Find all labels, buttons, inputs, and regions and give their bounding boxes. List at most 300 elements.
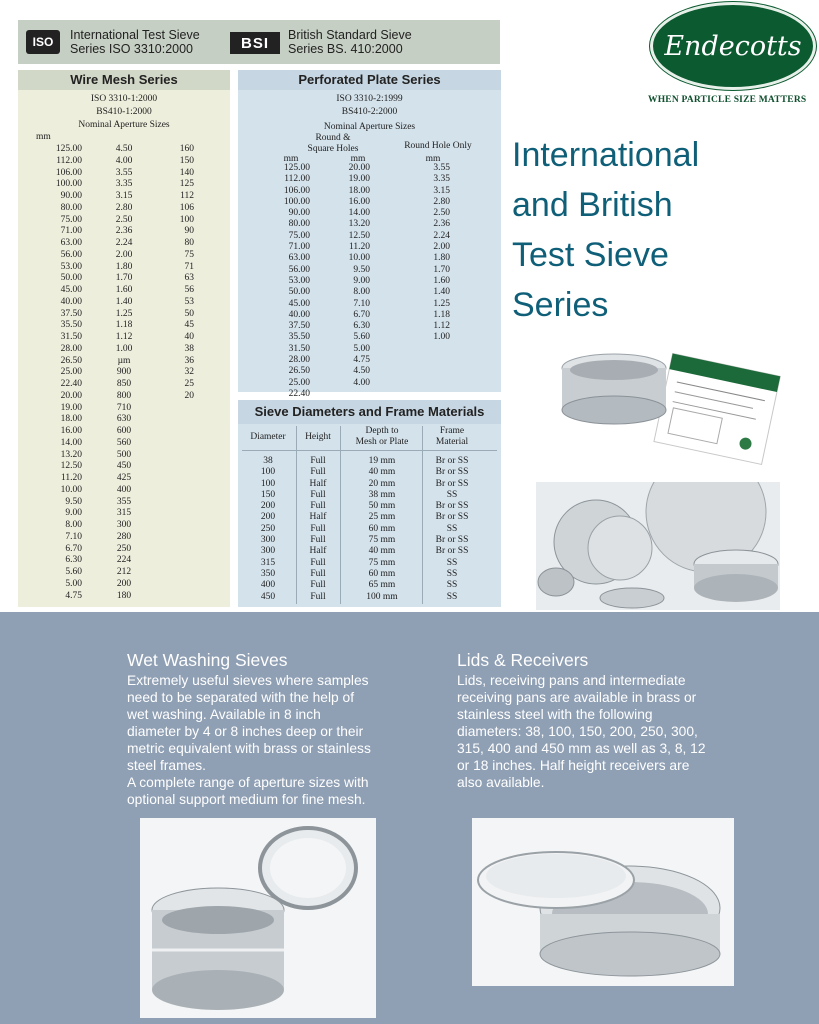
perforated-column-1: [266, 163, 310, 400]
wire-mesh-value: 200: [116, 578, 132, 589]
perforated-value: 3.35: [433, 174, 450, 185]
diameters-column-depth: [342, 456, 422, 603]
lids-line: receiving pans are available in brass or: [457, 690, 697, 705]
sieve-diameters-panel: [238, 400, 501, 607]
wire-mesh-value: 13.20: [60, 449, 82, 460]
wire-mesh-value: 112: [180, 191, 194, 201]
wire-mesh-panel: [18, 70, 230, 607]
height-value: Full: [310, 501, 326, 512]
depth-value: 65 mm: [368, 580, 396, 591]
depth-value: 75 mm: [368, 535, 396, 546]
perforated-value: 31.50: [288, 343, 310, 354]
perforated-column-3: [420, 163, 450, 344]
wire-mesh-value: 7.10: [65, 531, 82, 542]
perforated-value: 40.00: [288, 309, 310, 320]
wire-mesh-value: 38: [184, 343, 194, 354]
perforated-value: 45.00: [288, 298, 310, 309]
wire-mesh-value: 2.50: [115, 214, 133, 225]
height-value: Half: [309, 546, 327, 557]
wire-mesh-value: 53.00: [60, 261, 82, 272]
wire-mesh-value: 2.80: [115, 202, 133, 213]
diameters-head-frame: [424, 426, 480, 448]
wire-mesh-value: 71.00: [60, 226, 82, 237]
perforated-plate-panel: [238, 70, 501, 399]
wire-mesh-value: 36: [184, 355, 194, 366]
lids-receivers-illustration: [472, 818, 734, 986]
diameters-head-frame-1: Frame: [439, 426, 465, 436]
wet-washing-illustration: [140, 818, 376, 1018]
perforated-value: 80.00: [288, 219, 310, 230]
wire-mesh-value: 22.40: [60, 379, 82, 389]
wet-washing-line: metric equivalent with brass or stainless: [127, 741, 371, 756]
wire-mesh-value: 45: [184, 320, 194, 331]
wire-mesh-value: 50.00: [60, 273, 82, 284]
page-title: [512, 130, 699, 330]
perforated-unit-2: mm: [350, 154, 366, 164]
wire-mesh-value: 28.00: [60, 343, 82, 354]
wire-mesh-value: 160: [179, 144, 194, 154]
perforated-value: 19.00: [348, 174, 370, 185]
wire-mesh-value: 1.12: [115, 332, 133, 342]
wire-mesh-value: 9.50: [65, 496, 82, 507]
sieve-certificate-illustration: [512, 330, 802, 480]
perforated-value: 2.80: [433, 196, 450, 207]
bsi-line-1: British Standard Sieve: [288, 28, 412, 42]
wet-washing-photo: [140, 818, 376, 1018]
wire-mesh-value: 31.50: [60, 332, 82, 342]
diameter-value: 38: [263, 456, 273, 466]
lids-line: stainless steel with the following: [457, 707, 653, 722]
perforated-value: 5.60: [353, 332, 370, 343]
wire-mesh-value: 32: [184, 367, 194, 378]
perforated-value: 1.70: [433, 264, 450, 275]
wire-mesh-value: 400: [116, 484, 132, 495]
perforated-value: 125.00: [283, 163, 310, 173]
perforated-std2: BS410-2:2000: [341, 107, 398, 117]
wire-mesh-value: 212: [116, 567, 132, 577]
material-value: Br or SS: [435, 478, 469, 489]
diameter-value: 450: [260, 591, 276, 602]
perforated-unit-1: mm: [283, 154, 299, 164]
material-value: Br or SS: [435, 467, 469, 478]
wire-mesh-value: 9.00: [65, 508, 82, 519]
diameters-vrule-2: [340, 426, 341, 604]
iso-logo: [26, 30, 60, 54]
endecotts-logo: [650, 2, 816, 90]
material-value: SS: [446, 580, 458, 591]
diameter-value: 315: [260, 557, 276, 568]
wire-mesh-value: 850: [116, 379, 132, 389]
wire-mesh-value: 90.00: [60, 191, 82, 201]
wire-mesh-value: 150: [179, 155, 194, 166]
depth-value: 75 mm: [368, 557, 396, 568]
wire-mesh-value: 2.24: [115, 238, 133, 248]
title-line-2: and British: [512, 186, 673, 224]
bsi-logo-text: BSI: [240, 34, 269, 52]
perforated-value: 1.18: [433, 309, 450, 320]
wire-mesh-value: 11.20: [60, 473, 82, 483]
lids-line: also available.: [457, 775, 545, 790]
wire-mesh-value: 56.00: [60, 249, 82, 260]
wire-mesh-value: 180: [116, 590, 132, 601]
wire-mesh-value: 75.00: [60, 214, 82, 225]
diameters-title: Sieve Diameters and Frame Materials: [238, 400, 501, 424]
wire-mesh-value: 14.00: [60, 437, 82, 448]
perforated-value: 9.00: [353, 275, 370, 286]
wire-mesh-value: 112.00: [56, 155, 82, 166]
diameter-value: 200: [260, 512, 276, 523]
material-value: SS: [446, 568, 458, 579]
wire-mesh-value: 250: [116, 543, 132, 554]
material-value: SS: [446, 523, 458, 534]
height-value: Half: [309, 478, 327, 489]
perforated-value: 56.00: [288, 264, 310, 275]
wire-mesh-value: 53: [184, 296, 194, 307]
wire-mesh-value: 1.40: [115, 296, 133, 307]
perforated-value: 12.50: [348, 230, 370, 241]
title-line-3: Test Sieve: [512, 236, 669, 274]
wire-mesh-value: 3.15: [115, 191, 133, 201]
diameters-column-material: [424, 456, 480, 603]
wire-mesh-value: 12.50: [60, 461, 82, 472]
material-value: Br or SS: [435, 501, 469, 512]
diameters-head-frame-2: Material: [435, 437, 469, 447]
perforated-value: 1.00: [433, 332, 450, 343]
perforated-value: 4.75: [353, 355, 370, 366]
wire-mesh-value: 100.00: [55, 179, 82, 190]
title-line-4: Series: [512, 286, 609, 324]
wire-mesh-value: 224: [116, 555, 132, 566]
wire-mesh-std1: ISO 3310-1:2000: [90, 94, 158, 104]
perforated-value: 106.00: [283, 185, 310, 196]
wet-washing-line: wet washing. Available in 8 inch: [127, 707, 321, 722]
wire-mesh-value: 20: [184, 390, 194, 401]
perforated-value: 8.00: [353, 287, 370, 298]
wire-mesh-value: 26.50: [60, 355, 82, 366]
diameter-value: 350: [260, 568, 276, 579]
wire-mesh-value: 19.00: [60, 402, 82, 413]
wire-mesh-value: 37.50: [60, 308, 82, 319]
wire-mesh-nominal: Nominal Aperture Sizes: [78, 120, 170, 130]
wire-mesh-value: 140: [179, 167, 194, 178]
perforated-value: 6.30: [353, 321, 370, 332]
diameters-vrule-3: [422, 426, 423, 604]
wire-mesh-value: 355: [116, 496, 132, 507]
wire-mesh-value: 3.55: [115, 167, 133, 178]
wire-mesh-value: 125.00: [55, 144, 82, 154]
diameter-value: 200: [260, 501, 276, 512]
perforated-value: 63.00: [288, 253, 310, 264]
perforated-value: 10.00: [348, 253, 370, 264]
perforated-value: 37.50: [288, 321, 310, 332]
material-value: SS: [446, 557, 458, 568]
perforated-value: 9.50: [353, 264, 370, 275]
height-value: Half: [309, 512, 327, 523]
perforated-value: 2.24: [433, 230, 450, 241]
height-value: Full: [310, 467, 326, 478]
wire-mesh-value: 75: [184, 249, 194, 260]
perforated-head-left-1: Round &: [315, 133, 351, 143]
wire-mesh-std2: BS410-1:2000: [96, 107, 152, 117]
depth-value: 100 mm: [366, 591, 398, 602]
diameters-head-diameter: Diameter: [250, 432, 286, 442]
material-value: Br or SS: [435, 546, 469, 557]
diameter-value: 300: [260, 535, 276, 546]
wet-washing-line: optional support medium for fine mesh.: [127, 792, 366, 807]
wire-mesh-value: 710: [116, 402, 132, 413]
perforated-value: 2.36: [433, 219, 450, 230]
depth-value: 25 mm: [368, 512, 396, 523]
logo-wordmark: Endecotts: [664, 30, 802, 62]
perforated-value: 53.00: [288, 275, 310, 286]
perforated-value: 20.00: [348, 163, 370, 173]
height-value: Full: [310, 568, 326, 579]
perforated-value: 3.55: [433, 163, 450, 173]
perforated-head-left-2: Square Holes: [307, 144, 359, 154]
lids-heading: Lids & Receivers: [457, 650, 589, 670]
perforated-value: 25.00: [288, 377, 310, 388]
diameter-value: 150: [260, 489, 276, 500]
depth-value: 60 mm: [368, 568, 396, 579]
wire-mesh-value: 56: [184, 285, 194, 295]
perforated-value: 90.00: [288, 208, 310, 219]
depth-value: 50 mm: [368, 501, 396, 512]
perforated-value: 1.80: [433, 253, 450, 264]
perforated-value: 1.40: [433, 287, 450, 298]
wire-mesh-value: 500: [116, 449, 132, 460]
wire-mesh-value: 1.60: [115, 285, 133, 295]
wire-mesh-value: 280: [116, 531, 132, 542]
perforated-value: 112.00: [284, 174, 310, 185]
perforated-value: 26.50: [288, 366, 310, 377]
perforated-value: 13.20: [348, 219, 370, 230]
wire-mesh-value: 40: [184, 332, 194, 342]
wire-mesh-value: 600: [116, 426, 132, 436]
wire-mesh-value: 100: [179, 214, 194, 225]
wire-mesh-value: 35.50: [60, 320, 82, 331]
diameter-value: 250: [260, 523, 276, 534]
wire-mesh-value: 1.00: [115, 343, 133, 354]
perforated-head-right: Round Hole Only: [404, 141, 472, 151]
wire-mesh-value: 4.75: [65, 590, 82, 601]
wire-mesh-value: 90: [184, 226, 194, 237]
wire-mesh-value: 2.00: [115, 249, 133, 260]
wire-mesh-value: 800: [116, 390, 132, 401]
material-value: Br or SS: [435, 535, 469, 546]
wet-washing-section: [127, 650, 427, 808]
diameters-header-rule: [242, 450, 497, 451]
perforated-value: 100.00: [283, 196, 310, 207]
perforated-value: 16.00: [348, 196, 370, 207]
diameters-column-diameter: [242, 456, 294, 603]
sieves-stack-photo: [536, 482, 780, 610]
wire-mesh-value: 5.60: [65, 567, 82, 577]
wet-washing-line: need to be separated with the help of: [127, 690, 355, 705]
depth-value: 40 mm: [368, 467, 396, 478]
perforated-nominal: Nominal Aperture Sizes: [323, 122, 416, 132]
perforated-value: 1.12: [433, 321, 450, 332]
wire-mesh-value: 125: [179, 179, 194, 190]
iso-line-2: Series ISO 3310:2000: [70, 42, 193, 56]
wire-mesh-value: 20.00: [60, 390, 82, 401]
perforated-value: 1.60: [433, 275, 450, 286]
bsi-logo: [230, 32, 280, 54]
perforated-unit-3: mm: [425, 154, 441, 164]
material-value: Br or SS: [435, 456, 469, 466]
perforated-value: 4.50: [353, 366, 370, 377]
material-value: Br or SS: [435, 512, 469, 523]
perforated-value: 18.00: [348, 185, 370, 196]
wet-washing-heading: Wet Washing Sieves: [127, 650, 288, 670]
height-value: Full: [310, 456, 326, 466]
diameters-head-depth-1: Depth to: [365, 426, 399, 436]
lids-receivers-section: [457, 650, 757, 791]
wet-washing-body: [127, 672, 427, 808]
perforated-title: Perforated Plate Series: [238, 70, 501, 90]
bsi-standard-label: [288, 28, 412, 56]
diameter-value: 100: [260, 478, 276, 489]
depth-value: 20 mm: [368, 478, 396, 489]
wire-mesh-value: 1.80: [115, 261, 133, 272]
diameters-head-height: Height: [305, 432, 331, 442]
diameter-value: 300: [260, 546, 276, 557]
wire-mesh-column-1: [28, 144, 82, 602]
depth-value: 19 mm: [368, 456, 396, 466]
wire-mesh-column-2: [106, 144, 142, 602]
iso-logo-text: ISO: [32, 35, 54, 49]
wire-mesh-value: 40.00: [60, 296, 82, 307]
wet-washing-line: A complete range of aperture sizes with: [127, 775, 369, 790]
perforated-value: 35.50: [288, 332, 310, 343]
depth-value: 40 mm: [368, 546, 396, 557]
wire-mesh-value: 1.70: [115, 273, 133, 284]
wet-washing-line: diameter by 4 or 8 inches deep or their: [127, 724, 364, 739]
perforated-value: 2.00: [433, 242, 450, 253]
perforated-value: 2.50: [433, 208, 450, 219]
iso-line-1: International Test Sieve: [70, 28, 200, 42]
lids-line: 315, 400 and 450 mm as well as 3, 8, 12: [457, 741, 706, 756]
material-value: SS: [446, 489, 458, 500]
wire-mesh-unit: mm: [36, 132, 51, 142]
wire-mesh-value: 16.00: [60, 426, 82, 436]
wire-mesh-value: 6.70: [65, 543, 82, 554]
height-value: Full: [310, 535, 326, 546]
perforated-std1: ISO 3310-2:1999: [336, 94, 403, 104]
bottom-info-band: [0, 612, 819, 1024]
depth-value: 60 mm: [368, 523, 396, 534]
wire-mesh-column-3: [166, 144, 194, 403]
diameters-head-depth: [342, 426, 422, 448]
perforated-value: 71.00: [288, 242, 310, 253]
diameter-value: 400: [260, 580, 276, 591]
wire-mesh-value: 2.36: [115, 226, 133, 237]
perforated-value: 28.00: [288, 355, 310, 366]
wire-mesh-value: 5.00: [65, 578, 82, 589]
wire-mesh-value: 63.00: [60, 238, 82, 248]
perforated-column-2: [334, 163, 370, 389]
lids-line: or 18 inches. Half height receivers are: [457, 758, 690, 773]
perforated-value: 7.10: [353, 298, 370, 309]
wire-mesh-value: 106: [179, 202, 194, 213]
wire-mesh-value: 80.00: [60, 202, 82, 213]
wire-mesh-value: 25: [184, 379, 194, 389]
brand-tagline: WHEN PARTICLE SIZE MATTERS: [648, 95, 807, 105]
wire-mesh-value: 63: [184, 273, 194, 284]
bsi-line-2: Series BS. 410:2000: [288, 42, 403, 56]
wet-washing-line: Extremely useful sieves where samples: [127, 673, 369, 688]
sieves-stack-illustration: [536, 482, 780, 610]
perforated-value: 4.00: [353, 377, 370, 388]
wire-mesh-value: 4.00: [115, 155, 133, 166]
standards-header: [18, 20, 500, 64]
perforated-value: 22.40: [288, 388, 310, 399]
lids-line: diameters: 38, 100, 150, 200, 250, 300,: [457, 724, 698, 739]
wire-mesh-title: Wire Mesh Series: [18, 70, 230, 90]
perforated-value: 14.00: [348, 208, 370, 219]
wire-mesh-value: 300: [116, 520, 132, 530]
lids-body: [457, 672, 757, 791]
perforated-value: 1.25: [433, 298, 450, 309]
height-value: Full: [310, 557, 326, 568]
wire-mesh-value: 3.35: [115, 179, 133, 190]
wire-mesh-value: 900: [116, 367, 132, 378]
lids-receivers-photo: [472, 818, 734, 986]
wire-mesh-value: 630: [116, 414, 132, 425]
wire-mesh-value: 10.00: [60, 484, 82, 495]
lids-line: Lids, receiving pans and intermediate: [457, 673, 686, 688]
diameters-vrule-1: [296, 426, 297, 604]
diameters-column-height: [298, 456, 338, 603]
diameters-head-depth-2: Mesh or Plate: [355, 437, 409, 447]
iso-standard-label: [70, 28, 200, 56]
wire-mesh-value: 315: [116, 508, 132, 519]
wire-mesh-value: 106.00: [55, 167, 82, 178]
height-value: Full: [310, 489, 326, 500]
height-value: Full: [310, 591, 326, 602]
depth-value: 38 mm: [368, 489, 396, 500]
material-value: SS: [446, 591, 458, 602]
diameter-value: 100: [260, 467, 276, 478]
wire-mesh-value: 560: [116, 437, 132, 448]
wire-mesh-value: 8.00: [65, 520, 82, 530]
wire-mesh-value: µm: [117, 355, 131, 366]
wire-mesh-value: 1.25: [115, 308, 133, 319]
perforated-value: 11.20: [348, 242, 370, 253]
wire-mesh-value: 450: [116, 461, 132, 472]
wire-mesh-value: 4.50: [115, 144, 133, 154]
wire-mesh-value: 6.30: [65, 555, 82, 566]
sieve-certificate-photo: [512, 330, 802, 480]
perforated-value: 6.70: [353, 309, 370, 320]
perforated-value: 50.00: [288, 287, 310, 298]
wire-mesh-value: 50: [184, 308, 194, 319]
height-value: Full: [310, 580, 326, 591]
title-line-1: International: [512, 136, 700, 174]
wire-mesh-value: 425: [116, 473, 132, 483]
perforated-value: 75.00: [288, 230, 310, 241]
perforated-head-left: [288, 133, 378, 155]
wire-mesh-value: 25.00: [60, 367, 82, 378]
wire-mesh-value: 45.00: [60, 285, 82, 295]
wire-mesh-value: 18.00: [60, 414, 82, 425]
wet-washing-line: steel frames.: [127, 758, 206, 773]
wire-mesh-value: 80: [184, 238, 194, 248]
height-value: Full: [310, 523, 326, 534]
perforated-value: 5.00: [353, 343, 370, 354]
wire-mesh-value: 1.18: [115, 320, 133, 331]
wire-mesh-value: 71: [184, 261, 194, 272]
perforated-value: 3.15: [433, 185, 450, 196]
